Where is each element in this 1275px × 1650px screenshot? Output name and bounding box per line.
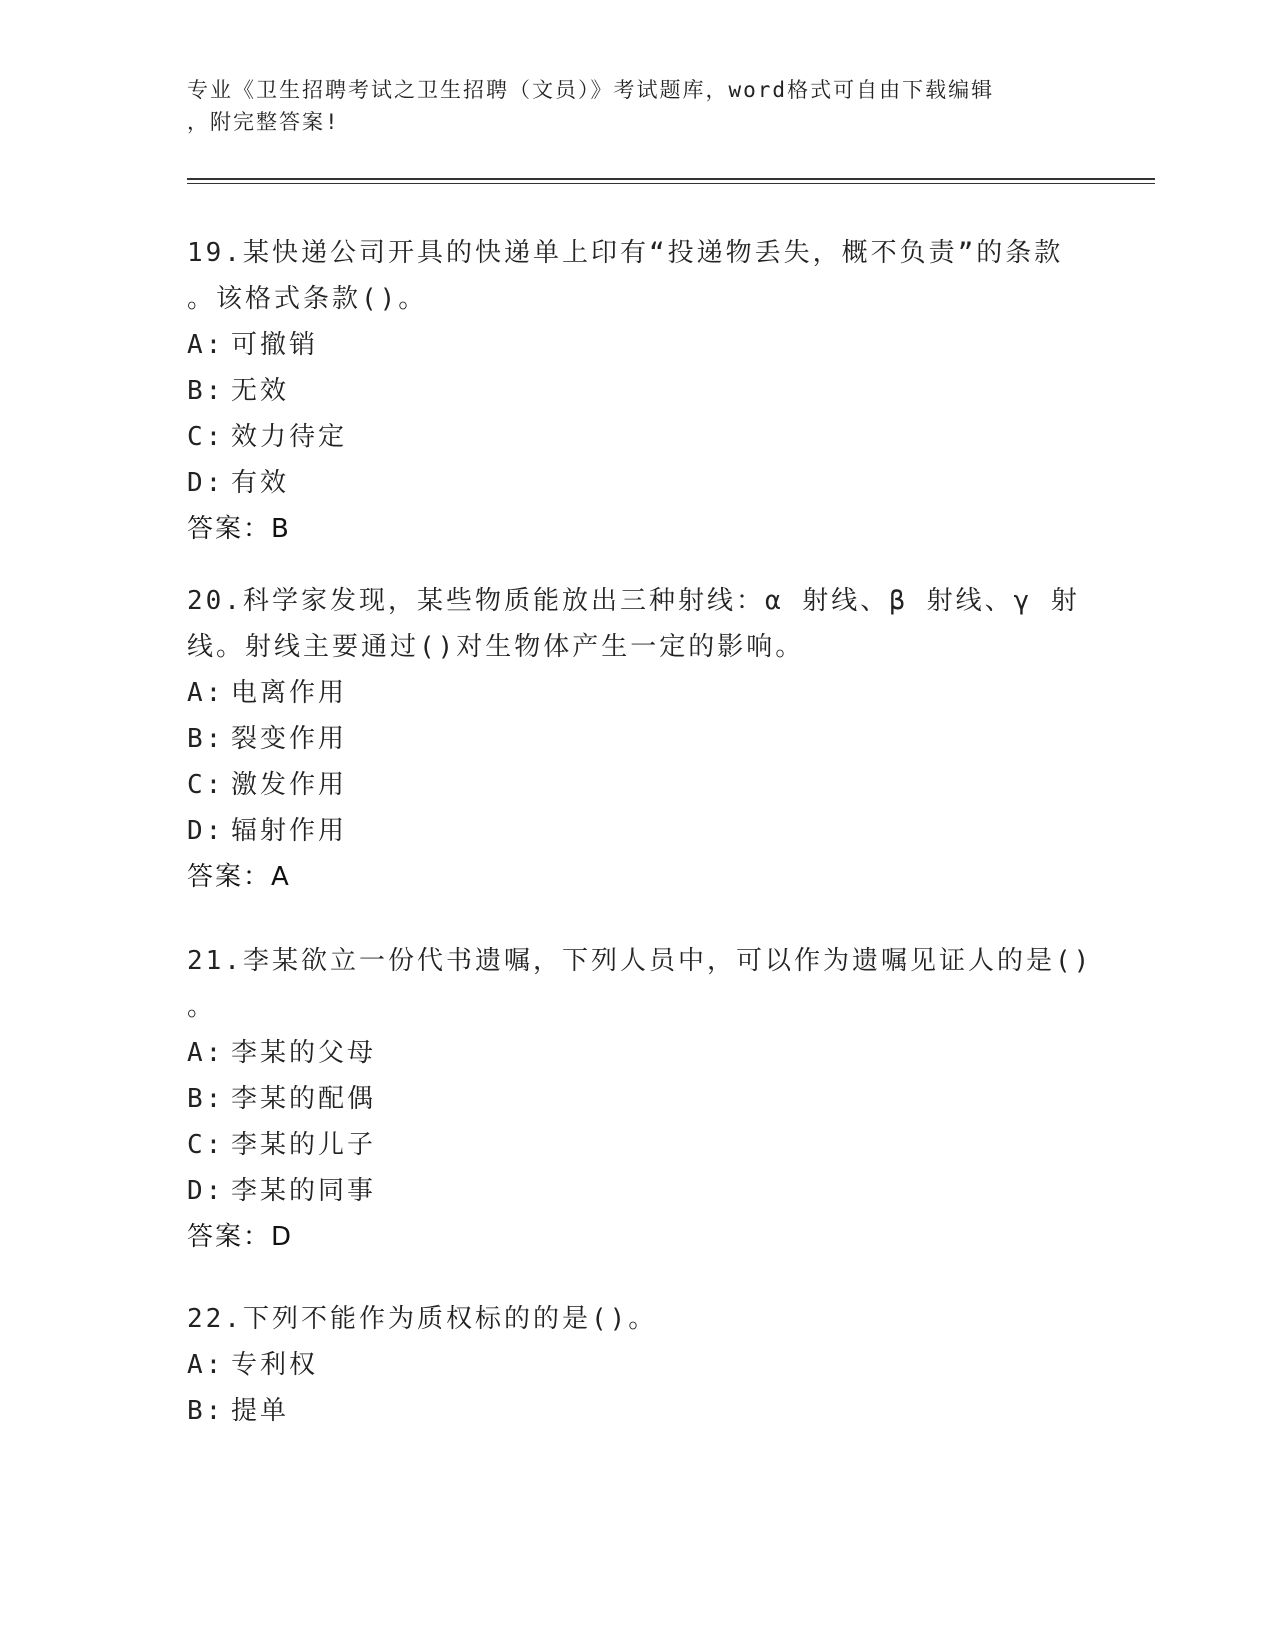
answer-line: 答案：A	[187, 862, 291, 892]
option-c	[187, 414, 1087, 460]
question-22	[187, 1296, 1087, 1434]
option-text: 李某的配偶	[231, 1084, 377, 1114]
option-letter: B:	[187, 724, 225, 754]
header-line-2: ，附完整答案!	[187, 110, 340, 134]
question-stem-line: 20.科学家发现，某些物质能放出三种射线：α 射线、β 射线、γ 射	[187, 586, 1080, 616]
option-text: 有效	[231, 468, 290, 498]
question-21	[187, 938, 1093, 1260]
option-d	[187, 1168, 1087, 1214]
option-text: 辐射作用	[231, 816, 348, 846]
question-stem-line: 线。射线主要通过()对生物体产生一定的影响。	[187, 632, 805, 662]
option-letter: A:	[187, 1350, 225, 1380]
answer-line: 答案：B	[187, 514, 291, 544]
option-b	[187, 716, 1087, 762]
question-stem-line: 21.李某欲立一份代书遗嘱，下列人员中，可以作为遗嘱见证人的是()	[187, 946, 1093, 976]
option-text: 提单	[231, 1396, 290, 1426]
header-rule-thin	[187, 183, 1155, 184]
option-text: 无效	[231, 376, 290, 406]
question-stem-line: 。该格式条款()。	[187, 284, 428, 314]
header-line-1: 专业《卫生招聘考试之卫生招聘（文员）》考试题库，word格式可自由下载编辑	[187, 78, 995, 102]
option-text: 激发作用	[231, 770, 348, 800]
answer-line: 答案：D	[187, 1222, 294, 1252]
option-d	[187, 808, 1087, 854]
question-stem-line: 。	[187, 992, 217, 1022]
question-20	[187, 578, 1087, 900]
option-b	[187, 368, 1087, 414]
document-header	[187, 74, 1087, 138]
option-b	[187, 1076, 1087, 1122]
option-a	[187, 322, 1087, 368]
option-d	[187, 460, 1087, 506]
question-stem-line: 22.下列不能作为质权标的的是()。	[187, 1304, 658, 1334]
option-c	[187, 762, 1087, 808]
option-letter: A:	[187, 678, 225, 708]
option-a	[187, 1342, 1087, 1388]
option-letter: B:	[187, 1396, 225, 1426]
question-stem-line: 19.某快递公司开具的快递单上印有“投递物丢失，概不负责”的条款	[187, 238, 1064, 268]
option-text: 专利权	[231, 1350, 319, 1380]
option-c	[187, 1122, 1087, 1168]
option-a	[187, 1030, 1087, 1076]
option-text: 李某的同事	[231, 1176, 377, 1206]
option-letter: A:	[187, 330, 225, 360]
option-text: 效力待定	[231, 422, 348, 452]
option-letter: B:	[187, 1084, 225, 1114]
option-letter: D:	[187, 1176, 225, 1206]
option-letter: A:	[187, 1038, 225, 1068]
option-a	[187, 670, 1087, 716]
option-letter: D:	[187, 816, 225, 846]
option-text: 可撤销	[231, 330, 319, 360]
option-text: 裂变作用	[231, 724, 348, 754]
option-text: 李某的父母	[231, 1038, 377, 1068]
header-rule-thick	[187, 178, 1155, 180]
option-letter: B:	[187, 376, 225, 406]
option-text: 李某的儿子	[231, 1130, 377, 1160]
option-text: 电离作用	[231, 678, 348, 708]
question-19	[187, 230, 1087, 552]
option-letter: C:	[187, 1130, 225, 1160]
option-letter: C:	[187, 770, 225, 800]
option-letter: D:	[187, 468, 225, 498]
option-letter: C:	[187, 422, 225, 452]
option-b	[187, 1388, 1087, 1434]
